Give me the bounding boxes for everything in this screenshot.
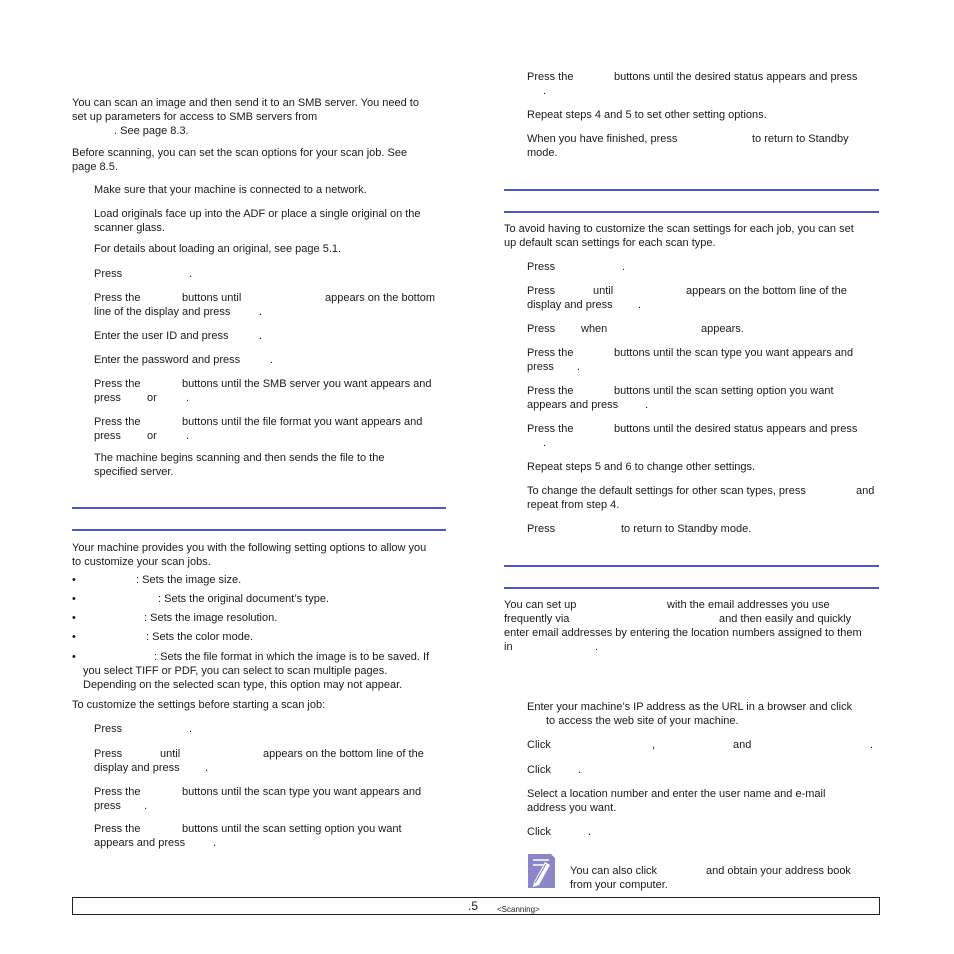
step-text: or xyxy=(147,392,157,404)
step-text: mode. xyxy=(527,147,558,159)
step-text: appears and press xyxy=(527,399,619,411)
step-text: press xyxy=(527,361,554,373)
bullet-mark: • xyxy=(72,651,76,663)
paragraph-line: in xyxy=(504,641,513,653)
paragraph-line: To customize the settings before starting a scan job: xyxy=(72,699,326,711)
step-text: to access the web site of your machine. xyxy=(546,715,739,727)
step-text: Click xyxy=(527,739,551,751)
step-text: When you have finished, press xyxy=(527,133,678,145)
intro-line: You can scan an image and then send it to an SMB server. You need to xyxy=(72,97,419,109)
intro-line: Before scanning, you can set the scan options for your scan job. See xyxy=(72,147,408,159)
section-rule xyxy=(504,565,879,567)
step-text: Select a location number and enter the user name and e-mail xyxy=(527,788,826,800)
bullet-text: : Sets the image resolution. xyxy=(144,612,278,624)
step-text: buttons until xyxy=(182,292,242,304)
step-text: repeat from step 4. xyxy=(527,499,620,511)
step-text: or xyxy=(147,430,157,442)
step-text: Press xyxy=(527,261,556,273)
step-text: . xyxy=(259,306,263,318)
paragraph-line: You can set up xyxy=(504,599,577,611)
step-text: Press the xyxy=(527,347,574,359)
paragraph-line: frequently via xyxy=(504,613,570,625)
step-text: Press the xyxy=(527,423,574,435)
note-icon xyxy=(525,852,557,890)
step-text: buttons until the file format you want appears and xyxy=(182,416,423,428)
bullet-text: Depending on the selected scan type, this option may not appear. xyxy=(83,679,403,691)
step-text: appears on the bottom line of the xyxy=(686,285,847,297)
bullet-text: you select TIFF or PDF, you can select to scan multiple pages. xyxy=(83,665,388,677)
step-text: buttons until the SMB server you want appears and xyxy=(182,378,432,390)
step-text: buttons until the scan type you want appears and xyxy=(614,347,854,359)
step-text: . xyxy=(638,299,642,311)
bullet-mark: • xyxy=(72,631,76,643)
step-text: until xyxy=(593,285,614,297)
step-text: Make sure that your machine is connected to a network. xyxy=(94,184,367,196)
page-number: .5 xyxy=(468,899,479,913)
step-text: . xyxy=(870,739,874,751)
step-text: display and press xyxy=(527,299,613,311)
bullet-mark: • xyxy=(72,574,76,586)
intro-line: . See page 8.3. xyxy=(114,125,189,137)
note-text: You can also click xyxy=(570,865,658,877)
step-text: Press the xyxy=(527,71,574,83)
step-text: appears. xyxy=(701,323,744,335)
step-text: buttons until the desired status appears and press xyxy=(614,423,858,435)
step-text: address you want. xyxy=(527,802,617,814)
step-text: specified server. xyxy=(94,466,174,478)
section-rule xyxy=(504,587,879,589)
step-text: and xyxy=(733,739,752,751)
step-text: Click xyxy=(527,826,551,838)
step-text: . xyxy=(622,261,626,273)
step-text: Press the xyxy=(527,385,574,397)
step-text: Click xyxy=(527,764,551,776)
step-text: Press xyxy=(94,748,123,760)
step-text: Press the xyxy=(94,786,141,798)
step-text: . xyxy=(186,392,190,404)
bullet-text: : Sets the original document’s type. xyxy=(158,593,330,605)
step-text: Press the xyxy=(94,823,141,835)
note-text: and obtain your address book xyxy=(706,865,851,877)
paragraph-line: up default scan settings for each scan type. xyxy=(504,237,716,249)
step-text: Enter your machine’s IP address as the URL in a browser and click xyxy=(527,701,853,713)
step-text: Press xyxy=(94,723,123,735)
step-text: appears and press xyxy=(94,837,186,849)
step-text: scanner glass. xyxy=(94,222,165,234)
step-text: press xyxy=(94,392,121,404)
step-text: Press the xyxy=(94,292,141,304)
step-text: buttons until the desired status appears and press xyxy=(614,71,858,83)
step-text: . xyxy=(578,764,582,776)
step-text: Press xyxy=(527,285,556,297)
step-text: Enter the password and press xyxy=(94,354,241,366)
step-text: appears on the bottom line of the xyxy=(263,748,424,760)
section-rule xyxy=(72,529,446,531)
paragraph-line: with the email addresses you use xyxy=(667,599,830,611)
step-text: to return to Standby mode. xyxy=(621,523,752,535)
step-text: . xyxy=(270,354,274,366)
step-text: . xyxy=(213,837,217,849)
step-text: . xyxy=(189,723,193,735)
step-text: The machine begins scanning and then sends the file to the xyxy=(94,452,385,464)
step-text: when xyxy=(581,323,608,335)
paragraph-line: enter email addresses by entering the location numbers assigned to them xyxy=(504,627,862,639)
section-rule xyxy=(72,507,446,509)
step-text: display and press xyxy=(94,762,180,774)
step-text: Repeat steps 4 and 5 to set other setting options. xyxy=(527,109,767,121)
step-text: Repeat steps 5 and 6 to change other settings. xyxy=(527,461,756,473)
section-rule xyxy=(504,189,879,191)
bullet-mark: • xyxy=(72,593,76,605)
step-text: press xyxy=(94,430,121,442)
step-text: . xyxy=(543,85,547,97)
paragraph-line: to customize your scan jobs. xyxy=(72,556,211,568)
step-text: and xyxy=(856,485,875,497)
step-text: appears on the bottom xyxy=(325,292,436,304)
step-text: . xyxy=(588,826,592,838)
intro-line: page 8.5. xyxy=(72,161,118,173)
step-text: line of the display and press xyxy=(94,306,231,318)
paragraph-line: Your machine provides you with the following setting options to allow you xyxy=(72,542,427,554)
step-text: buttons until the scan setting option you want xyxy=(182,823,402,835)
step-text: Enter the user ID and press xyxy=(94,330,229,342)
paragraph-line: and then easily and quickly xyxy=(719,613,852,625)
note-text: from your computer. xyxy=(570,879,668,891)
step-text: until xyxy=(160,748,181,760)
step-text: To change the default settings for other scan types, press xyxy=(527,485,806,497)
step-text: . xyxy=(144,800,148,812)
paragraph-line: To avoid having to customize the scan settings for each job, you can set xyxy=(504,223,854,235)
step-text: Press xyxy=(527,523,556,535)
step-text: . xyxy=(645,399,649,411)
step-text: . xyxy=(577,361,581,373)
section-rule xyxy=(504,211,879,213)
step-text: . xyxy=(205,762,209,774)
step-text: to return to Standby xyxy=(752,133,849,145)
bullet-text: : Sets the image size. xyxy=(136,574,242,586)
footer-section: <Scanning> xyxy=(497,905,540,914)
step-text: buttons until the scan setting option you want xyxy=(614,385,834,397)
step-text: Load originals face up into the ADF or place a single original on the xyxy=(94,208,421,220)
step-text: . xyxy=(186,430,190,442)
step-text: Press the xyxy=(94,416,141,428)
bullet-text: : Sets the color mode. xyxy=(146,631,253,643)
step-text: , xyxy=(652,739,656,751)
step-text: . xyxy=(543,437,547,449)
step-text: press xyxy=(94,800,121,812)
paragraph-line: . xyxy=(595,641,599,653)
intro-line: set up parameters for access to SMB servers from xyxy=(72,111,318,123)
step-text: For details about loading an original, see page 5.1. xyxy=(94,243,342,255)
bullet-text: : Sets the file format in which the image is to be saved. If xyxy=(154,651,430,663)
step-text: . xyxy=(189,268,193,280)
bullet-mark: • xyxy=(72,612,76,624)
step-text: Press xyxy=(527,323,556,335)
step-text: Press xyxy=(94,268,123,280)
step-text: Press the xyxy=(94,378,141,390)
step-text: buttons until the scan type you want appears and xyxy=(182,786,422,798)
step-text: . xyxy=(259,330,263,342)
